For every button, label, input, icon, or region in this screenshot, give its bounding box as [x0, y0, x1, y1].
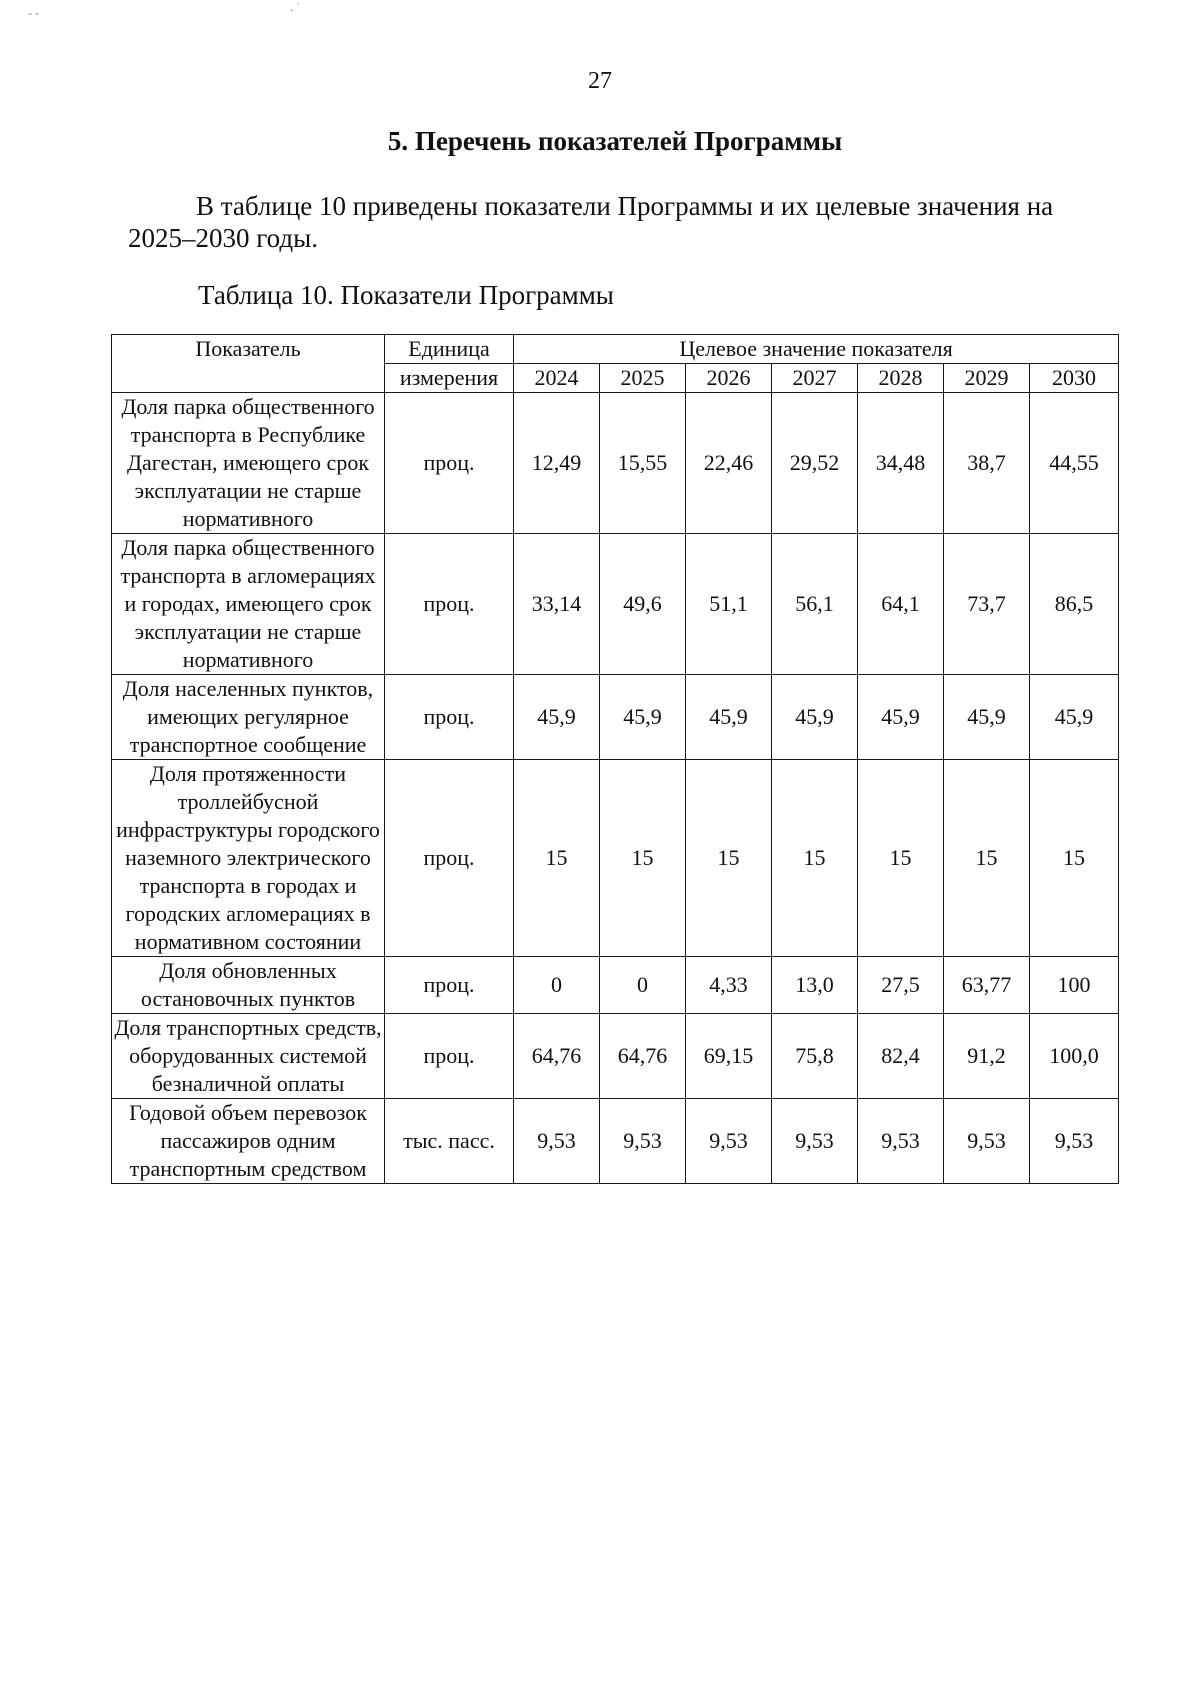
- unit-cell: тыс. пасс.: [385, 1099, 514, 1184]
- header-year: 2029: [944, 364, 1030, 393]
- value-cell: 56,1: [772, 534, 858, 675]
- header-indicator: Показатель: [112, 335, 385, 393]
- value-cell: 45,9: [772, 675, 858, 760]
- unit-cell: проц.: [385, 393, 514, 534]
- value-cell: 15: [858, 760, 944, 957]
- table-caption: Таблица 10. Показатели Программы: [198, 280, 614, 310]
- value-cell: 9,53: [772, 1099, 858, 1184]
- header-unit-line1: Единица: [385, 335, 514, 364]
- value-cell: 38,7: [944, 393, 1030, 534]
- value-cell: 0: [514, 957, 600, 1014]
- table-row: [112, 957, 1119, 1014]
- header-year: 2025: [600, 364, 686, 393]
- header-target-value: Целевое значение показателя: [514, 335, 1119, 364]
- value-cell: 86,5: [1030, 534, 1119, 675]
- value-cell: 15: [772, 760, 858, 957]
- value-cell: 69,15: [686, 1014, 772, 1099]
- indicator-name: Доля парка общественного транспорта в агломерациях и городах, имеющего срок эксплуатации не старше нормативного: [112, 534, 385, 675]
- unit-cell: проц.: [385, 760, 514, 957]
- indicator-name: Доля обновленных остановочных пунктов: [112, 957, 385, 1014]
- value-cell: 64,1: [858, 534, 944, 675]
- value-cell: 45,9: [858, 675, 944, 760]
- indicator-name: Доля протяженности троллейбусной инфраструктуры городского наземного электрического транспорта в городах и городских агломерациях в нормативном состоянии: [112, 760, 385, 957]
- value-cell: 15: [686, 760, 772, 957]
- intro-paragraph: [128, 190, 1088, 254]
- value-cell: 64,76: [514, 1014, 600, 1099]
- value-cell: 27,5: [858, 957, 944, 1014]
- unit-cell: проц.: [385, 675, 514, 760]
- value-cell: 45,9: [600, 675, 686, 760]
- unit-cell: проц.: [385, 957, 514, 1014]
- value-cell: 49,6: [600, 534, 686, 675]
- header-year: 2024: [514, 364, 600, 393]
- scan-artifact: . ˈ: [290, 0, 300, 14]
- indicators-table: [111, 334, 1119, 1184]
- value-cell: 100: [1030, 957, 1119, 1014]
- value-cell: 15: [514, 760, 600, 957]
- indicator-name: Годовой объем перевозок пассажиров одним транспортным средством: [112, 1099, 385, 1184]
- value-cell: 63,77: [944, 957, 1030, 1014]
- value-cell: 73,7: [944, 534, 1030, 675]
- value-cell: 100,0: [1030, 1014, 1119, 1099]
- value-cell: 12,49: [514, 393, 600, 534]
- value-cell: 4,33: [686, 957, 772, 1014]
- value-cell: 29,52: [772, 393, 858, 534]
- value-cell: 9,53: [944, 1099, 1030, 1184]
- header-year: 2027: [772, 364, 858, 393]
- value-cell: 34,48: [858, 393, 944, 534]
- value-cell: 9,53: [1030, 1099, 1119, 1184]
- value-cell: 75,8: [772, 1014, 858, 1099]
- header-year: 2026: [686, 364, 772, 393]
- table-row: [112, 760, 1119, 957]
- unit-cell: проц.: [385, 1014, 514, 1099]
- value-cell: 15: [600, 760, 686, 957]
- value-cell: 64,76: [600, 1014, 686, 1099]
- header-row: [112, 335, 1119, 364]
- table-row: [112, 534, 1119, 675]
- table-row: [112, 1014, 1119, 1099]
- value-cell: 22,46: [686, 393, 772, 534]
- indicator-name: Доля транспортных средств, оборудованных системой безналичной оплаты: [112, 1014, 385, 1099]
- unit-cell: проц.: [385, 534, 514, 675]
- table-row: [112, 1099, 1119, 1184]
- table-row: [112, 393, 1119, 534]
- value-cell: 33,14: [514, 534, 600, 675]
- value-cell: 15: [1030, 760, 1119, 957]
- header-unit-line2: измерения: [385, 364, 514, 393]
- value-cell: 45,9: [944, 675, 1030, 760]
- header-year: 2030: [1030, 364, 1119, 393]
- indicator-name: Доля населенных пунктов, имеющих регулярное транспортное сообщение: [112, 675, 385, 760]
- value-cell: 91,2: [944, 1014, 1030, 1099]
- value-cell: 15: [944, 760, 1030, 957]
- value-cell: 45,9: [1030, 675, 1119, 760]
- value-cell: 82,4: [858, 1014, 944, 1099]
- value-cell: 51,1: [686, 534, 772, 675]
- value-cell: 45,9: [686, 675, 772, 760]
- table-row: [112, 675, 1119, 760]
- header-year: 2028: [858, 364, 944, 393]
- value-cell: 0: [600, 957, 686, 1014]
- indicator-name: Доля парка общественного транспорта в Республике Дагестан, имеющего срок эксплуатации не старше нормативного: [112, 393, 385, 534]
- page-number: 27: [588, 68, 612, 94]
- intro-text: В таблице 10 приведены показатели Программы и их целевые значения на 2025–2030 годы.: [128, 191, 1054, 253]
- scan-artifact: - -: [28, 6, 39, 20]
- value-cell: 15,55: [600, 393, 686, 534]
- value-cell: 9,53: [858, 1099, 944, 1184]
- value-cell: 9,53: [686, 1099, 772, 1184]
- value-cell: 13,0: [772, 957, 858, 1014]
- value-cell: 9,53: [600, 1099, 686, 1184]
- value-cell: 45,9: [514, 675, 600, 760]
- value-cell: 9,53: [514, 1099, 600, 1184]
- value-cell: 44,55: [1030, 393, 1119, 534]
- section-title: 5. Перечень показателей Программы: [387, 126, 843, 156]
